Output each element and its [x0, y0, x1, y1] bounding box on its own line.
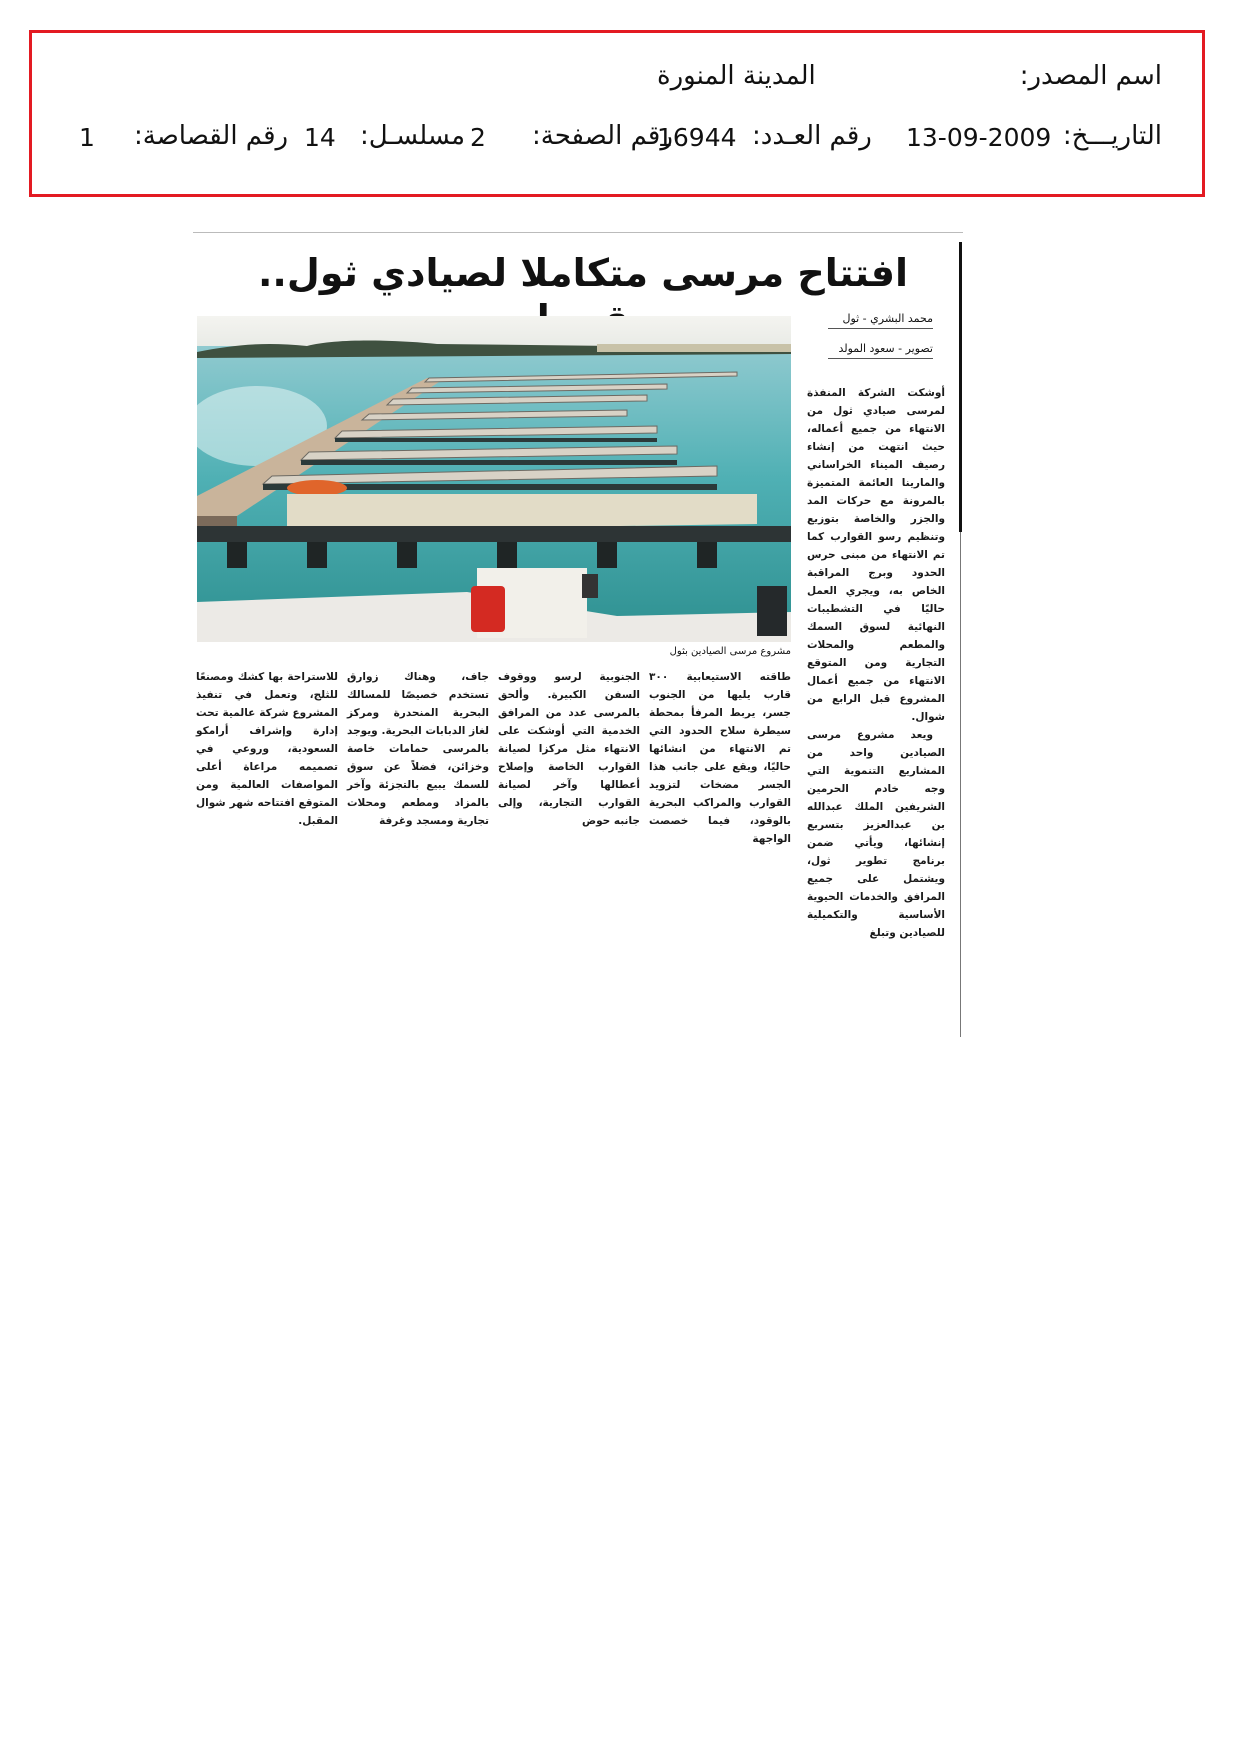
article-column-3: جاف، وهناك زوارق تستخدم خصيصًا للمسالك البحرية المنحدرة ومركز لغاز الدبابات البحرية. ويوجد بالمرسى حمامات خاصة وخزائن، فضلاً عن سوق للسمك يبيع بالتجزئة وآخر بالمزاد ومطعم ومحلات تجارية ومسجد وغرفة	[347, 671, 489, 827]
intro-paragraph-2: ويعد مشروع مرسى الصيادين واحد من المشاريع التنموية التي وجه خادم الحرمين الشريفين الملك عبدالله بن عبدالعزيز بتسريع إنشائها، ويأتي ضمن برنامج تطوير ثول، ويشتمل على جميع المرافق والخدمات الحيوية الأساسية والتكميلية للصيادين وتبلغ	[807, 729, 945, 939]
article-intro-column	[807, 384, 945, 942]
photo-caption: مشروع مرسى الصيادين بثول	[669, 646, 791, 657]
source-label: اسم المصدر:	[1019, 61, 1162, 91]
article-headline: افتتاح مرسى متكاملا لصيادي ثول..	[257, 251, 909, 295]
date-label: التاريـــخ:	[1062, 121, 1162, 151]
article-column-2: الجنوبية لرسو ووقوف السفن الكبيرة. وألحق بالمرسى عدد من المرافق الخدمية التي أوشكت على الانتهاء مثل مركزا لصيانة القوارب الخاصة وإصلاح أعطالها وآخر لصيانة القوارب التجارية، وإلى جانبه حوض	[498, 671, 640, 827]
clip-value: 1	[79, 123, 95, 152]
marina-photo	[197, 316, 791, 642]
source-value: المدينة المنورة	[657, 61, 816, 91]
clipping-header	[29, 30, 1205, 197]
serial-label: مسلسـل:	[360, 121, 465, 151]
page-value: 2	[470, 123, 486, 152]
issue-label: رقم العـدد:	[752, 121, 872, 151]
issue-value: 16944	[657, 123, 737, 152]
clip-label: رقم القصاصة:	[134, 121, 289, 151]
byline-photographer: تصوير - سعود المولد	[828, 342, 933, 359]
article-column-1: طاقته الاستيعابية ٣٠٠ قارب يليها من الجنوب جسر، يربط المرفأ بمحطة سيطرة سلاح الحدود التي تم الانتهاء من انشائها حاليًا، ويقع على جانب هذا الجسر مضخات لتزويد القوارب والمراكب البحرية بالوقود، فيما خصصت الواجهة	[649, 671, 791, 845]
side-rule	[959, 242, 962, 532]
article-column-4: للاستراحة بها كشك ومصنعًا للثلج، وتعمل في تنفيذ المشروع شركة عالمية تحت إدارة وإشراف أرامكو السعودية، وروعي في تصميمه مراعاة أعلى المواصفات العالمية ومن المتوقع افتتاحه شهر شوال المقبل.	[196, 671, 338, 827]
byline-author: محمد البشري - ثول	[828, 312, 933, 329]
date-value: 13-09-2009	[906, 123, 1052, 152]
serial-value: 14	[304, 123, 336, 152]
intro-paragraph: أوشكت الشركة المنفذة لمرسى صيادي ثول من الانتهاء من جميع أعماله، حيث انتهت من إنشاء رصيف الميناء الخراساني والمارينا العائمة المتميزة بالمرونة مع حركات المد والجزر والخاصة بتوزيع وتنظيم رسو القوارب كما تم الانتهاء من مبنى حرس الحدود وبرج المراقبة الخاص به، ويجري العمل حاليًا في التشطيبات النهائية لسوق السمك والمطعم والمحلات التجارية ومن المتوقع الانتهاء من جميع أعمال المشروع قبل الرابع من شوال.	[807, 387, 945, 723]
side-rule-thin	[960, 532, 961, 1037]
marina-photo-drawing	[197, 316, 791, 642]
page-label: رقم الصفحة:	[532, 121, 673, 151]
newspaper-article	[193, 232, 963, 939]
top-rule	[193, 232, 963, 233]
